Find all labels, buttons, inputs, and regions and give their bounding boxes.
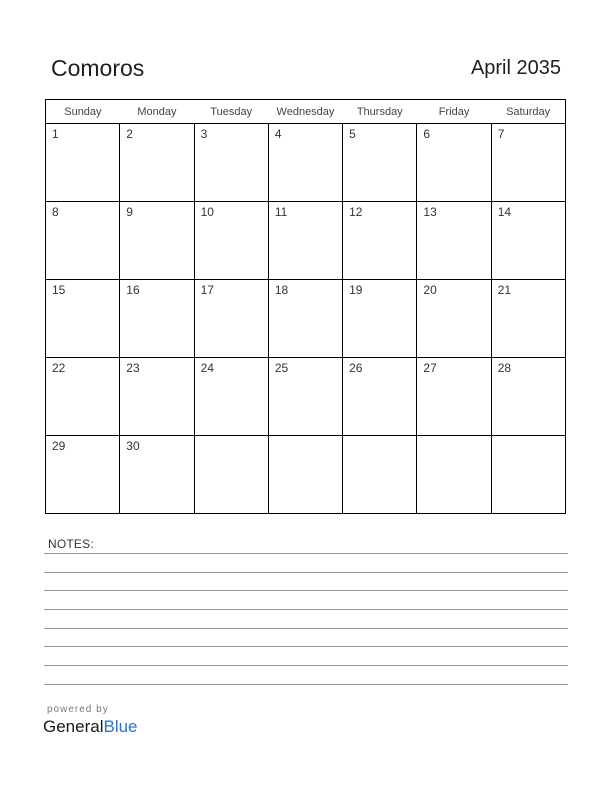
weekday-tuesday: Tuesday — [194, 100, 268, 124]
day-number: 27 — [423, 361, 437, 375]
day-number: 8 — [52, 205, 59, 219]
day-number: 11 — [274, 205, 288, 219]
day-number: 13 — [423, 205, 437, 219]
note-line — [44, 572, 568, 573]
country-title: Comoros — [51, 55, 145, 81]
day-cell — [120, 202, 194, 280]
day-cell — [417, 202, 491, 280]
day-number: 28 — [497, 361, 512, 375]
brand-logo — [43, 716, 138, 738]
day-cell — [491, 358, 565, 436]
note-line — [44, 609, 568, 610]
day-cell — [120, 280, 194, 358]
day-number — [269, 436, 342, 439]
day-cell — [120, 124, 194, 202]
day-number — [343, 436, 416, 439]
day-cell — [268, 280, 342, 358]
week-row — [46, 436, 566, 514]
week-row — [46, 202, 566, 280]
day-cell — [46, 124, 120, 202]
day-cell — [343, 124, 417, 202]
day-cell — [417, 358, 491, 436]
day-number: 18 — [274, 283, 289, 297]
day-cell — [343, 280, 417, 358]
day-number: 9 — [126, 205, 133, 219]
day-cell — [343, 358, 417, 436]
weekday-wednesday: Wednesday — [268, 100, 342, 124]
note-line — [44, 684, 568, 685]
day-number: 22 — [52, 361, 66, 375]
week-row — [46, 124, 566, 202]
weekday-header-row — [46, 100, 566, 124]
day-cell — [46, 358, 120, 436]
day-number: 17 — [200, 283, 214, 297]
note-line — [44, 553, 568, 554]
day-cell — [46, 436, 120, 514]
day-cell — [194, 358, 268, 436]
day-cell — [417, 436, 491, 514]
brand-blue: Blue — [103, 717, 138, 736]
day-number: 10 — [200, 205, 214, 219]
day-number: 15 — [52, 283, 66, 297]
day-number: 29 — [52, 439, 66, 453]
day-cell — [417, 280, 491, 358]
day-number — [195, 436, 268, 439]
day-number — [417, 436, 490, 439]
day-cell — [491, 280, 565, 358]
day-number: 16 — [126, 283, 140, 297]
note-line — [44, 646, 568, 647]
day-cell — [268, 436, 342, 514]
day-cell — [343, 202, 417, 280]
day-cell — [491, 202, 565, 280]
note-line — [44, 628, 568, 629]
day-cell — [46, 280, 120, 358]
day-cell — [46, 202, 120, 280]
day-cell — [268, 202, 342, 280]
day-cell — [194, 280, 268, 358]
weekday-sunday: Sunday — [46, 100, 120, 124]
day-cell — [268, 124, 342, 202]
day-number: 12 — [349, 205, 363, 219]
day-number: 30 — [126, 439, 140, 453]
day-cell — [120, 358, 194, 436]
day-cell — [268, 358, 342, 436]
day-cell — [194, 436, 268, 514]
day-number: 6 — [423, 127, 431, 141]
day-number: 23 — [126, 361, 140, 375]
day-number: 5 — [349, 127, 356, 141]
day-cell — [491, 436, 565, 514]
week-row — [46, 280, 566, 358]
note-line — [44, 590, 568, 591]
day-number: 24 — [200, 361, 214, 375]
weekday-saturday: Saturday — [491, 100, 565, 124]
day-number: 20 — [423, 283, 437, 297]
weekday-monday: Monday — [120, 100, 194, 124]
notes-label: NOTES: — [48, 537, 94, 551]
day-number: 25 — [274, 361, 289, 375]
day-cell — [194, 202, 268, 280]
day-number: 3 — [200, 127, 208, 141]
day-cell — [417, 124, 491, 202]
day-number: 19 — [349, 283, 363, 297]
weekday-friday: Friday — [417, 100, 491, 124]
month-title: April 2035 — [470, 57, 561, 79]
week-row — [46, 358, 566, 436]
day-number: 14 — [497, 205, 512, 219]
day-number: 1 — [52, 127, 59, 141]
day-number: 4 — [274, 127, 282, 141]
weekday-thursday: Thursday — [343, 100, 417, 124]
calendar-grid — [45, 99, 566, 514]
brand-general: General — [43, 717, 104, 736]
day-cell — [491, 124, 565, 202]
day-number — [492, 436, 565, 439]
day-cell — [343, 436, 417, 514]
day-cell — [194, 124, 268, 202]
day-number: 21 — [497, 283, 512, 297]
day-cell — [120, 436, 194, 514]
day-number: 2 — [126, 127, 133, 141]
day-number: 7 — [497, 127, 505, 141]
note-line — [44, 665, 568, 666]
powered-by-text: powered by — [47, 704, 109, 715]
day-number: 26 — [349, 361, 363, 375]
